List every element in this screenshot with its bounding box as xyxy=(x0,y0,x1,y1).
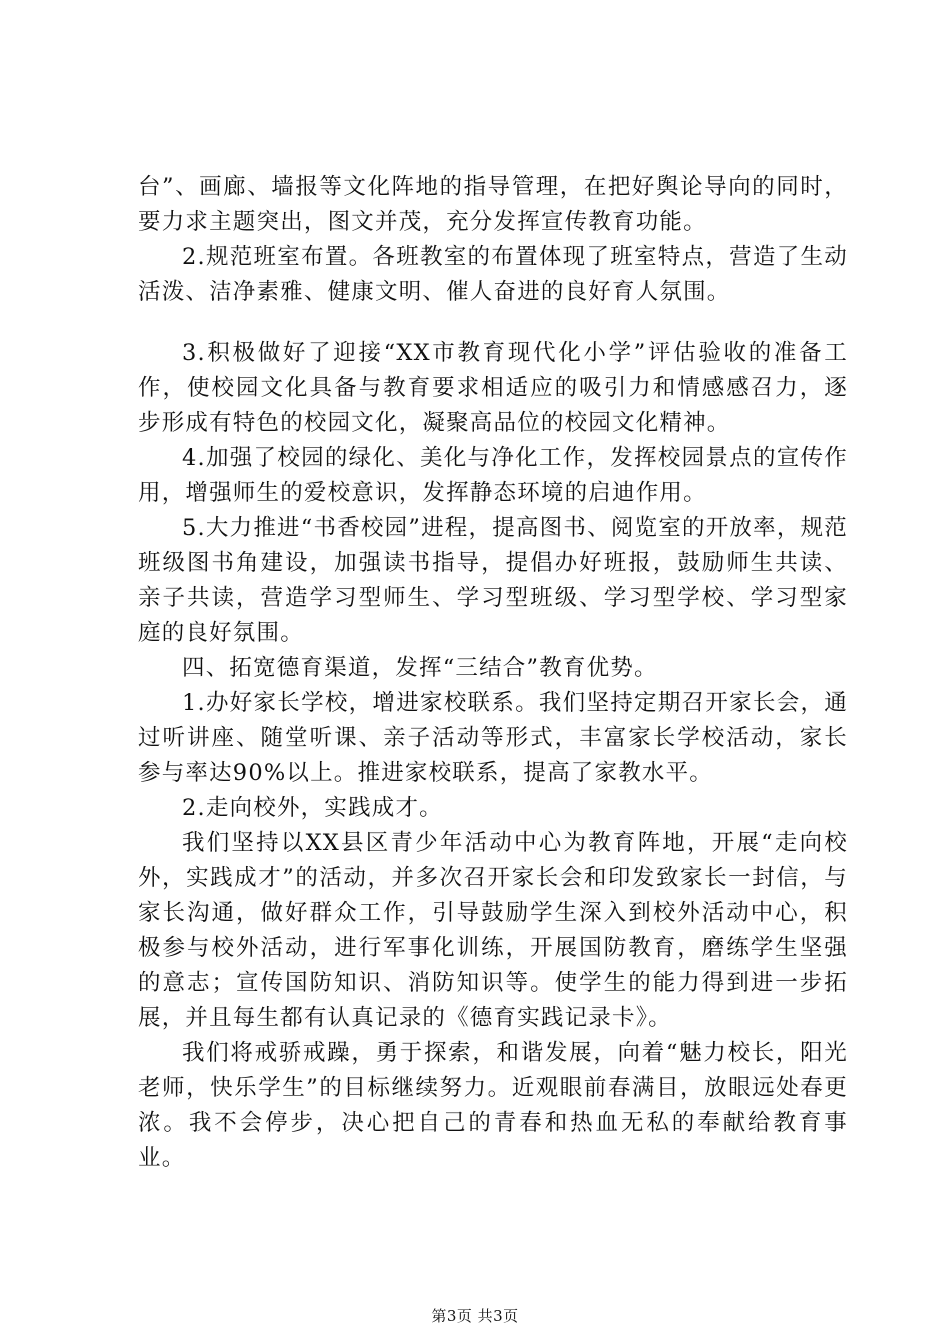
paragraph-item-3: 3.积极做好了迎接“XX市教育现代化小学”评估验收的准备工作，使校园文化具备与教育要求相适应的吸引力和情感感召力，逐步形成有特色的校园文化，凝聚高品位的校园文化精神。 xyxy=(138,340,848,436)
document-body xyxy=(138,170,848,1176)
paragraph-practice: 我们坚持以XX县区青少年活动中心为教育阵地，开展“走向校外，实践成才”的活动，并多次召开家长会和印发致家长一封信，与家长沟通，做好群众工作，引导鼓励学生深入到校外活动中心，积极参与校外活动，进行军事化训练，开展国防教育，磨练学生坚强的意志；宣传国防知识、消防知识等。使学生的能力得到进一步拓展，并且每生都有认真记录的《德育实践记录卡》。 xyxy=(138,830,848,1031)
paragraph-subitem-2: 2.走向校外，实践成才。 xyxy=(182,795,443,821)
section-heading-four: 四、拓宽德育渠道，发挥“三结合”教育优势。 xyxy=(182,655,658,681)
page-number-footer: 第3页 共3页 xyxy=(431,1307,519,1325)
paragraph-item-2: 2.规范班室布置。各班教室的布置体现了班室特点，营造了生动活泼、洁净素雅、健康文明、催人奋进的良好育人氛围。 xyxy=(138,244,848,305)
paragraph-subitem-1: 1.办好家长学校，增进家校联系。我们坚持定期召开家长会，通过听讲座、随堂听课、亲子活动等形式，丰富家长学校活动，家长参与率达90%以上。推进家校联系，提高了家教水平。 xyxy=(138,690,848,786)
paragraph-continuation: 台”、画廊、墙报等文化阵地的指导管理，在把好舆论导向的同时，要力求主题突出，图文并茂，充分发挥宣传教育功能。 xyxy=(138,174,848,235)
paragraph-item-4: 4.加强了校园的绿化、美化与净化工作，发挥校园景点的宣传作用，增强师生的爱校意识，发挥静态环境的启迪作用。 xyxy=(138,445,848,506)
paragraph-item-5: 5.大力推进“书香校园”进程，提高图书、阅览室的开放率，规范班级图书角建设，加强读书指导，提倡办好班报，鼓励师生共读、亲子共读，营造学习型师生、学习型班级、学习型学校、学习型家庭的良好氛围。 xyxy=(138,515,848,646)
paragraph-closing: 我们将戒骄戒躁，勇于探索，和谐发展，向着“魅力校长，阳光老师，快乐学生”的目标继续努力。近观眼前春满目，放眼远处春更浓。我不会停步，决心把自己的青春和热血无私的奉献给教育事业。 xyxy=(138,1040,848,1171)
paragraph-gap xyxy=(138,310,848,336)
